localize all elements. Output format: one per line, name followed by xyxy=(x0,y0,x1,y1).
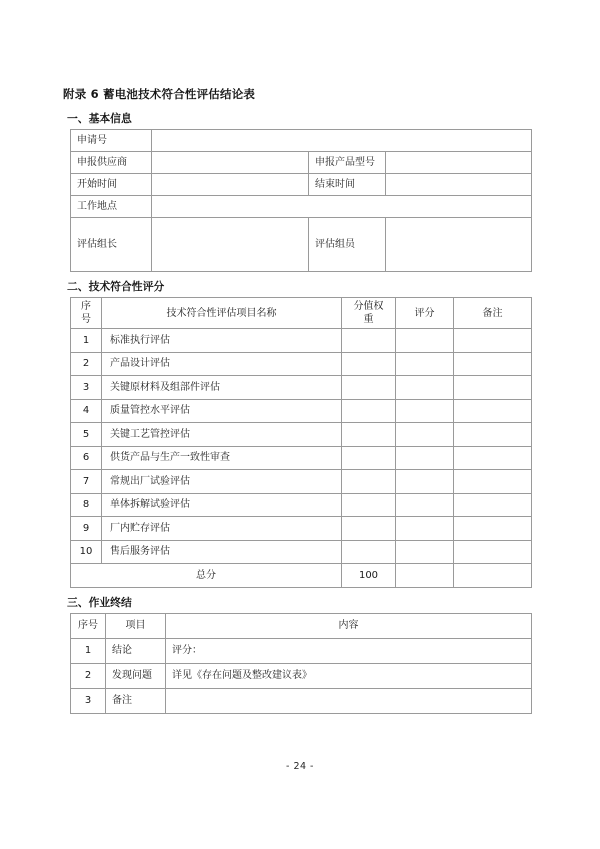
spacer xyxy=(63,272,531,279)
table-row xyxy=(71,540,532,564)
column-header-score: 评分 xyxy=(396,298,454,329)
cell-weight[interactable] xyxy=(342,399,396,423)
cell-index: 3 xyxy=(71,376,102,400)
table-header-row xyxy=(71,613,532,638)
section-heading-basic-info: 一、基本信息 xyxy=(67,112,132,125)
column-header-item-name: 技术符合性评估项目名称 xyxy=(102,298,342,329)
cell-index: 2 xyxy=(71,352,102,376)
column-header-weight-line2: 重 xyxy=(363,314,374,325)
spacer xyxy=(63,588,531,595)
cell-remark[interactable] xyxy=(454,540,532,564)
field-value-start-time[interactable] xyxy=(152,174,309,196)
cell-index: 9 xyxy=(71,517,102,541)
cell-weight[interactable] xyxy=(342,352,396,376)
table-header-row xyxy=(71,298,532,329)
cell-remark[interactable] xyxy=(454,470,532,494)
cell-remark[interactable] xyxy=(454,329,532,353)
cell-score[interactable] xyxy=(396,517,454,541)
table-row xyxy=(71,196,532,218)
total-label: 总分 xyxy=(71,564,342,588)
table-row xyxy=(71,329,532,353)
cell-weight[interactable] xyxy=(342,540,396,564)
cell-index: 7 xyxy=(71,470,102,494)
section-heading-work-conclusion: 三、作业终结 xyxy=(67,595,132,609)
field-label-start-time: 开始时间 xyxy=(71,174,152,196)
cell-index: 3 xyxy=(71,688,106,713)
cell-remark[interactable] xyxy=(454,399,532,423)
cell-weight[interactable] xyxy=(342,470,396,494)
table-row-total xyxy=(71,564,532,588)
cell-item-name: 产品设计评估 xyxy=(102,352,342,376)
cell-score[interactable] xyxy=(396,423,454,447)
cell-remark[interactable] xyxy=(454,352,532,376)
table-row xyxy=(71,152,532,174)
cell-item-name: 厂内贮存评估 xyxy=(102,517,342,541)
table-row xyxy=(71,399,532,423)
cell-item-conclusion: 结论 xyxy=(106,638,166,663)
cell-score[interactable] xyxy=(396,470,454,494)
table-row xyxy=(71,130,532,152)
table-row xyxy=(71,174,532,196)
field-value-end-time[interactable] xyxy=(386,174,532,196)
cell-item-name: 售后服务评估 xyxy=(102,540,342,564)
field-label-product-model: 申报产品型号 xyxy=(309,152,386,174)
cell-score[interactable] xyxy=(396,446,454,470)
cell-weight[interactable] xyxy=(342,423,396,447)
table-row xyxy=(71,517,532,541)
table-row xyxy=(71,423,532,447)
basic-info-table xyxy=(70,129,532,272)
column-header-index xyxy=(71,298,102,329)
cell-remark[interactable] xyxy=(454,423,532,447)
field-label-work-location: 工作地点 xyxy=(71,196,152,218)
cell-index: 10 xyxy=(71,540,102,564)
total-weight-value: 100 xyxy=(342,564,396,588)
cell-content-remark[interactable] xyxy=(166,688,532,713)
section-heading-technical-scoring: 二、技术符合性评分 xyxy=(67,280,165,293)
cell-weight[interactable] xyxy=(342,329,396,353)
field-value-team-members[interactable] xyxy=(386,218,532,272)
cell-item-name: 标准执行评估 xyxy=(102,329,342,353)
table-row xyxy=(71,218,532,272)
table-row xyxy=(71,352,532,376)
table-row xyxy=(71,638,532,663)
cell-item-remark: 备注 xyxy=(106,688,166,713)
field-label-application-no: 申请号 xyxy=(71,130,152,152)
field-label-team-leader: 评估组长 xyxy=(71,218,152,272)
field-label-supplier: 申报供应商 xyxy=(71,152,152,174)
table-row xyxy=(71,376,532,400)
cell-weight[interactable] xyxy=(342,517,396,541)
cell-remark[interactable] xyxy=(454,517,532,541)
field-value-supplier[interactable] xyxy=(152,152,309,174)
cell-score[interactable] xyxy=(396,540,454,564)
field-label-team-members: 评估组员 xyxy=(309,218,386,272)
cell-score[interactable] xyxy=(396,493,454,517)
cell-index: 8 xyxy=(71,493,102,517)
cell-remark[interactable] xyxy=(454,446,532,470)
cell-score[interactable] xyxy=(396,376,454,400)
cell-weight[interactable] xyxy=(342,446,396,470)
table-row xyxy=(71,470,532,494)
page-title: 附录 6 蓄电池技术符合性评估结论表 xyxy=(63,87,256,101)
cell-content-conclusion[interactable]: 评分： xyxy=(166,638,532,663)
technical-scoring-table xyxy=(70,297,532,588)
cell-item-name: 供货产品与生产一致性审查 xyxy=(102,446,342,470)
table-row xyxy=(71,663,532,688)
cell-item-name: 常规出厂试验评估 xyxy=(102,470,342,494)
cell-index: 4 xyxy=(71,399,102,423)
column-header-index-line2: 号 xyxy=(81,314,91,325)
cell-item-name: 质量管控水平评估 xyxy=(102,399,342,423)
cell-score[interactable] xyxy=(396,329,454,353)
field-value-team-leader[interactable] xyxy=(152,218,309,272)
field-label-end-time: 结束时间 xyxy=(309,174,386,196)
total-score-value[interactable] xyxy=(396,564,454,588)
page-number-footer: - 24 - xyxy=(286,761,314,772)
column-header-weight xyxy=(342,298,396,329)
cell-index: 2 xyxy=(71,663,106,688)
cell-content-found-issues[interactable]: 详见《存在问题及整改建议表》 xyxy=(166,663,532,688)
table-row xyxy=(71,493,532,517)
document-content xyxy=(63,86,531,714)
cell-remark[interactable] xyxy=(454,376,532,400)
cell-index: 1 xyxy=(71,329,102,353)
cell-weight[interactable] xyxy=(342,493,396,517)
cell-index: 1 xyxy=(71,638,106,663)
column-header-item: 项目 xyxy=(106,613,166,638)
field-value-product-model[interactable] xyxy=(386,152,532,174)
column-header-weight-line1: 分值权 xyxy=(353,301,384,312)
column-header-remark: 备注 xyxy=(454,298,532,329)
cell-score[interactable] xyxy=(396,352,454,376)
cell-item-name: 关键原材料及组部件评估 xyxy=(102,376,342,400)
cell-item-name: 关键工艺管控评估 xyxy=(102,423,342,447)
table-row xyxy=(71,446,532,470)
cell-item-found-issues: 发现问题 xyxy=(106,663,166,688)
field-value-work-location[interactable] xyxy=(152,196,532,218)
cell-index: 5 xyxy=(71,423,102,447)
cell-weight[interactable] xyxy=(342,376,396,400)
column-header-index-line1: 序 xyxy=(81,301,91,312)
column-header-content: 内容 xyxy=(166,613,532,638)
work-conclusion-table xyxy=(70,613,532,714)
column-header-index: 序号 xyxy=(71,613,106,638)
cell-item-name: 单体拆解试验评估 xyxy=(102,493,342,517)
field-value-application-no[interactable] xyxy=(152,130,532,152)
total-remark-value[interactable] xyxy=(454,564,532,588)
table-row xyxy=(71,688,532,713)
cell-score[interactable] xyxy=(396,399,454,423)
cell-index: 6 xyxy=(71,446,102,470)
cell-remark[interactable] xyxy=(454,493,532,517)
